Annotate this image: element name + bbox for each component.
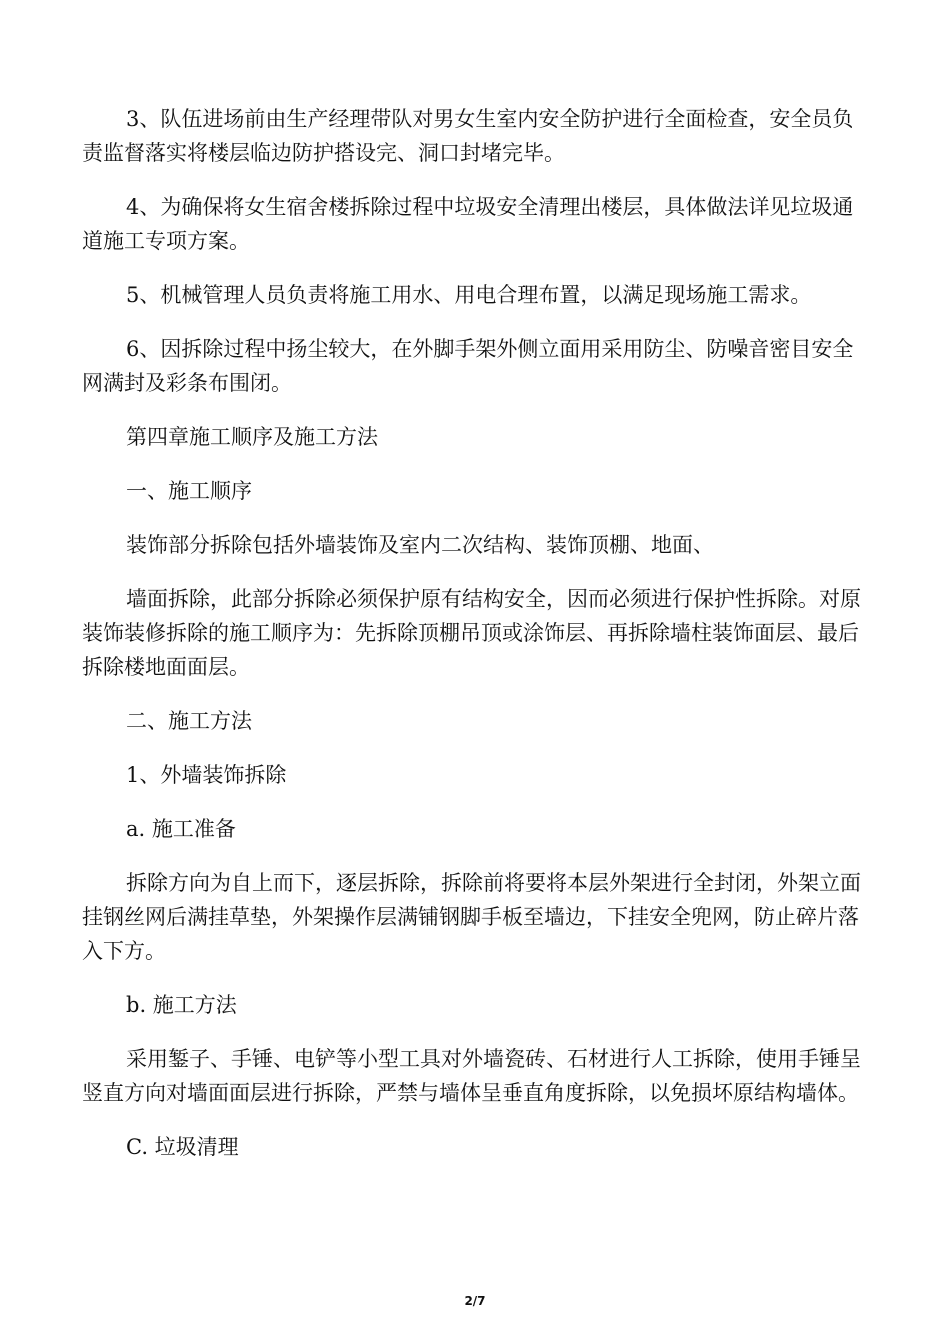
subheading-preparation: a. 施工准备 (126, 817, 236, 841)
paragraph-decoration-scope: 装饰部分拆除包括外墙装饰及室内二次结构、装饰顶棚、地面、 (126, 533, 714, 557)
paragraph-removal-sequence: 墙面拆除，此部分拆除必须保护原有结构安全，因而必须进行保护性拆除。对原装饰装修拆除的施工顺序为：先拆除顶棚吊顶或涂饰层、再拆除墙柱装饰面层、最后拆除楼地面面层。 (82, 587, 861, 679)
chapter-heading: 第四章施工顺序及施工方法 (126, 425, 378, 449)
subheading-cleanup: C. 垃圾清理 (126, 1135, 239, 1159)
section-heading-sequence: 一、施工顺序 (126, 479, 252, 503)
section-heading-methods: 二、施工方法 (126, 709, 252, 733)
paragraph-item-6: 6、因拆除过程中扬尘较大，在外脚手架外侧立面用采用防尘、防噪音密目安全网满封及彩条布围闭。 (82, 337, 854, 395)
document-body (82, 102, 868, 1164)
paragraph-item-3: 3、队伍进场前由生产经理带队对男女生室内安全防护进行全面检查，安全员负责监督落实将楼层临边防护搭设完、洞口封堵完毕。 (82, 107, 854, 165)
page-number: 2/7 (464, 1294, 486, 1308)
subheading-method: b. 施工方法 (126, 993, 237, 1017)
paragraph-preparation: 拆除方向为自上而下，逐层拆除，拆除前将要将本层外架进行全封闭，外架立面挂钢丝网后满挂草垫，外架操作层满铺钢脚手板至墙边，下挂安全兜网，防止碎片落入下方。 (82, 871, 861, 963)
paragraph-method: 采用錾子、手锤、电铲等小型工具对外墙瓷砖、石材进行人工拆除，使用手锤呈竖直方向对墙面面层进行拆除，严禁与墙体呈垂直角度拆除，以免损坏原结构墙体。 (82, 1047, 861, 1105)
paragraph-item-5: 5、机械管理人员负责将施工用水、用电合理布置，以满足现场施工需求。 (126, 283, 812, 307)
subsection-heading-exterior-wall: 1、外墙装饰拆除 (126, 763, 287, 787)
paragraph-item-4: 4、为确保将女生宿舍楼拆除过程中垃圾安全清理出楼层，具体做法详见垃圾通道施工专项方案。 (82, 195, 854, 253)
